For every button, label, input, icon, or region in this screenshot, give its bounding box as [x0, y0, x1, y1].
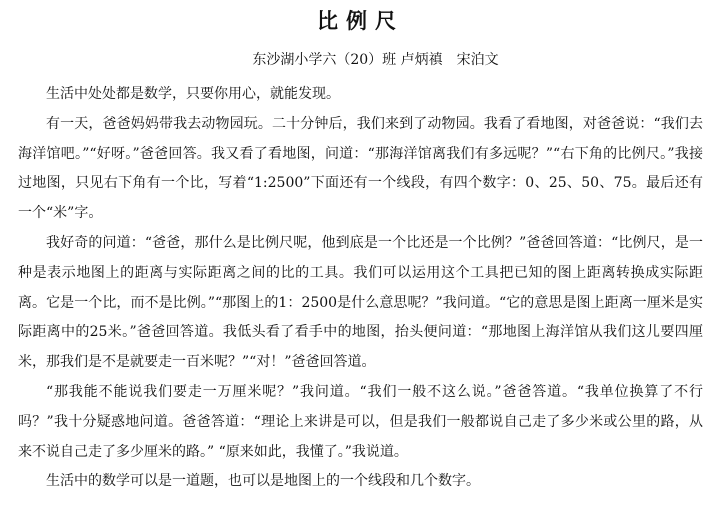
document-title: 比例尺 — [317, 8, 404, 33]
paragraph-2: 有一天，爸爸妈妈带我去动物园玩。二十分钟后，我们来到了动物园。我看了看地图，对爸爸说：“我们去海洋馆吧。”“好呀。”爸爸回答。我又看了看地图，问道：“那海洋馆离我们有多远呢？”“右下角的比例尺。”我接过地图，只见右下角有一个比，写着“1:2500”下面还有一个线段，有四个数字：0、25、50、75。最后还有一个“米”字。 — [18, 115, 703, 222]
paragraph-4: “那我能不能说我们要走一万厘米呢？”我问道。“我们一般不这么说。”爸爸答道。“我单位换算了不行吗？”我十分疑惑地问道。爸爸答道：“理论上来讲是可以，但是我们一般都说自己走了多少米或公里的路，从来不说自己走了多少厘米的路。” “原来如此，我懂了。”我说道。 — [18, 383, 703, 460]
paragraph-1: 生活中处处都是数学，只要你用心，就能发现。 — [46, 86, 340, 102]
author-line: 东沙湖小学六（20）班 卢炳禛 宋泊文 — [252, 52, 499, 68]
paragraph-5: 生活中的数学可以是一道题，也可以是地图上的一个线段和几个数字。 — [46, 473, 480, 490]
paragraph-3: 我好奇的问道：“爸爸，那什么是比例尺呢，他到底是一个比还是一个比例？”爸爸回答道：“比例尺，是一种是表示地图上的距离与实际距离之间的比的工具。我们可以运用这个工具把已知的图上距离转换成实际距离。它是一个比，而不是比例。”“那图上的1：2500是什么意思呢？”我问道。“它的意思是图上距离一厘米是实际距离中的25米。”爸爸回答道。我低头看了看手中的地图，抬头便问道：“那地图上海洋馆从我们这儿要四厘米，那我们是不是就要走一百米呢？”“对！”爸爸回答道。 — [18, 234, 703, 371]
document-body — [18, 80, 703, 497]
